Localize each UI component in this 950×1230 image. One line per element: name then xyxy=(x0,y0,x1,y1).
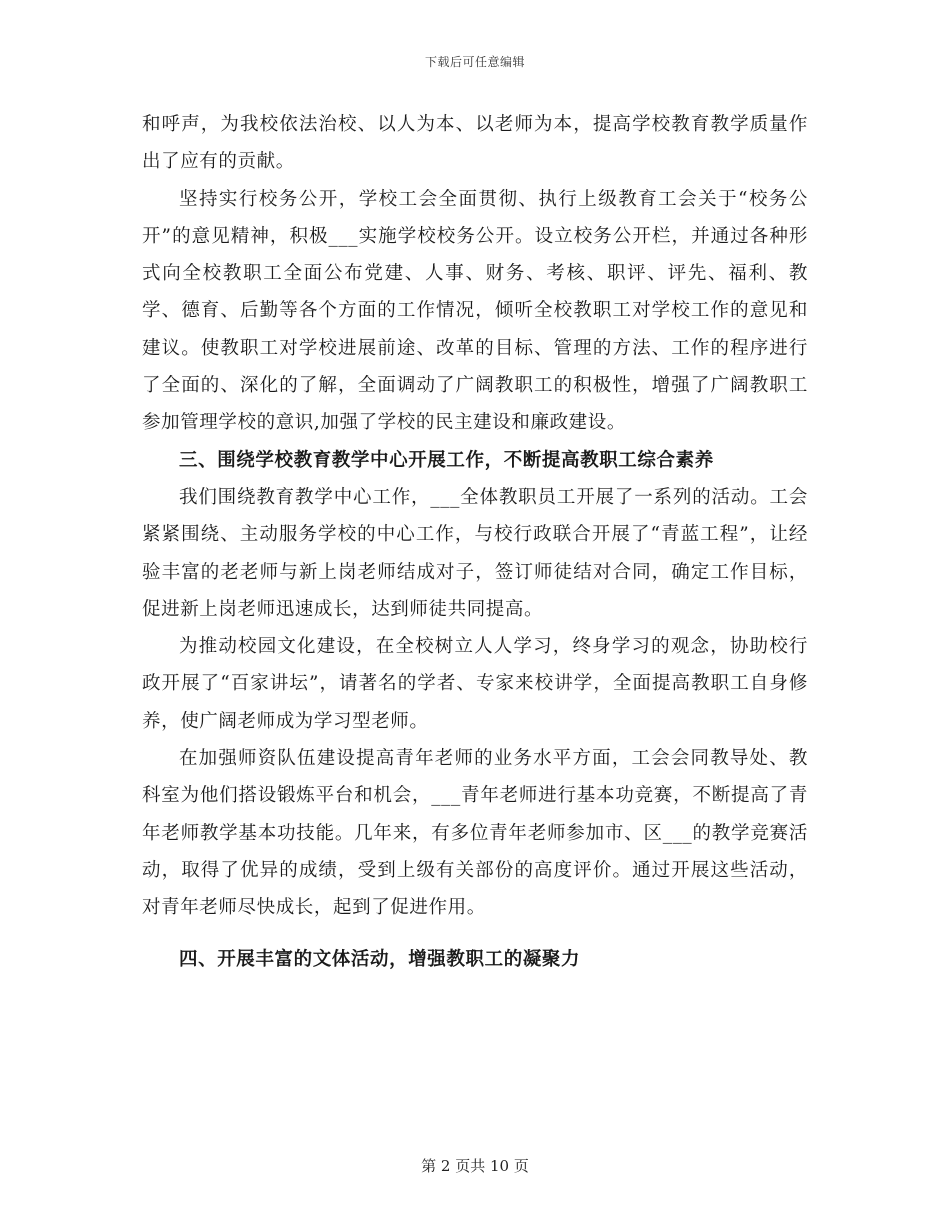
document-body xyxy=(142,106,808,978)
paragraph-school-affairs-openness: 坚持实行校务公开，学校工会全面贯彻、执行上级教育工会关于“校务公开”的意见精神，积极___实施学校校务公开。设立校务公开栏，并通过各种形式向全校教职工全面公布党建、人事、财务、考核、职评、评先、福利、教学、德育、后勤等各个方面的工作情况，倾听全校教职工对学校工作的意见和建议。使教职工对学校进展前途、改革的目标、管理的方法、工作的程序进行了全面的、深化的了解，全面调动了广阔教职工的积极性，增强了广阔教职工参加管理学校的意识,加强了学校的民主建设和廉政建设。 xyxy=(142,188,808,434)
paragraph-teaching-center-work: 我们围绕教育教学中心工作，___全体教职员工开展了一系列的活动。工会紧紧围绕、主动服务学校的中心工作，与校行政联合开展了“青蓝工程”，让经验丰富的老老师与新上岗老师结成对子，签订师徒结对合同，确定工作目标，促进新上岗老师迅速成长，达到师徒共同提高。 xyxy=(142,486,808,620)
paragraph-teacher-development: 在加强师资队伍建设提高青年老师的业务水平方面，工会会同教导处、教科室为他们搭设锻炼平台和机会，___青年老师进行基本功竞赛，不断提高了青年老师教学基本功技能。几年来，有多位青年老师参加市、区___的教学竞赛活动，取得了优异的成绩，受到上级有关部份的高度评价。通过开展这些活动，对青年老师尽快成长，起到了促进作用。 xyxy=(142,748,808,919)
paragraph-continuation: 和呼声，为我校依法治校、以人为本、以老师为本，提高学校教育教学质量作出了应有的贡献。 xyxy=(142,114,808,173)
section-heading-4: 四、开展丰富的文体活动，增强教职工的凝聚力 xyxy=(179,948,581,970)
page-number-footer: 第 2 页共 10 页 xyxy=(421,1157,529,1175)
page-header-note: 下载后可任意编辑 xyxy=(424,55,525,69)
section-heading-3: 三、围绕学校教育教学中心开展工作，不断提高教职工综合素养 xyxy=(179,449,714,471)
paragraph-campus-culture: 为推动校园文化建设，在全校树立人人学习，终身学习的观念，协助校行政开展了“百家讲坛”，请著名的学者、专家来校讲学，全面提高教职工自身修养，使广阔老师成为学习型老师。 xyxy=(142,636,808,732)
